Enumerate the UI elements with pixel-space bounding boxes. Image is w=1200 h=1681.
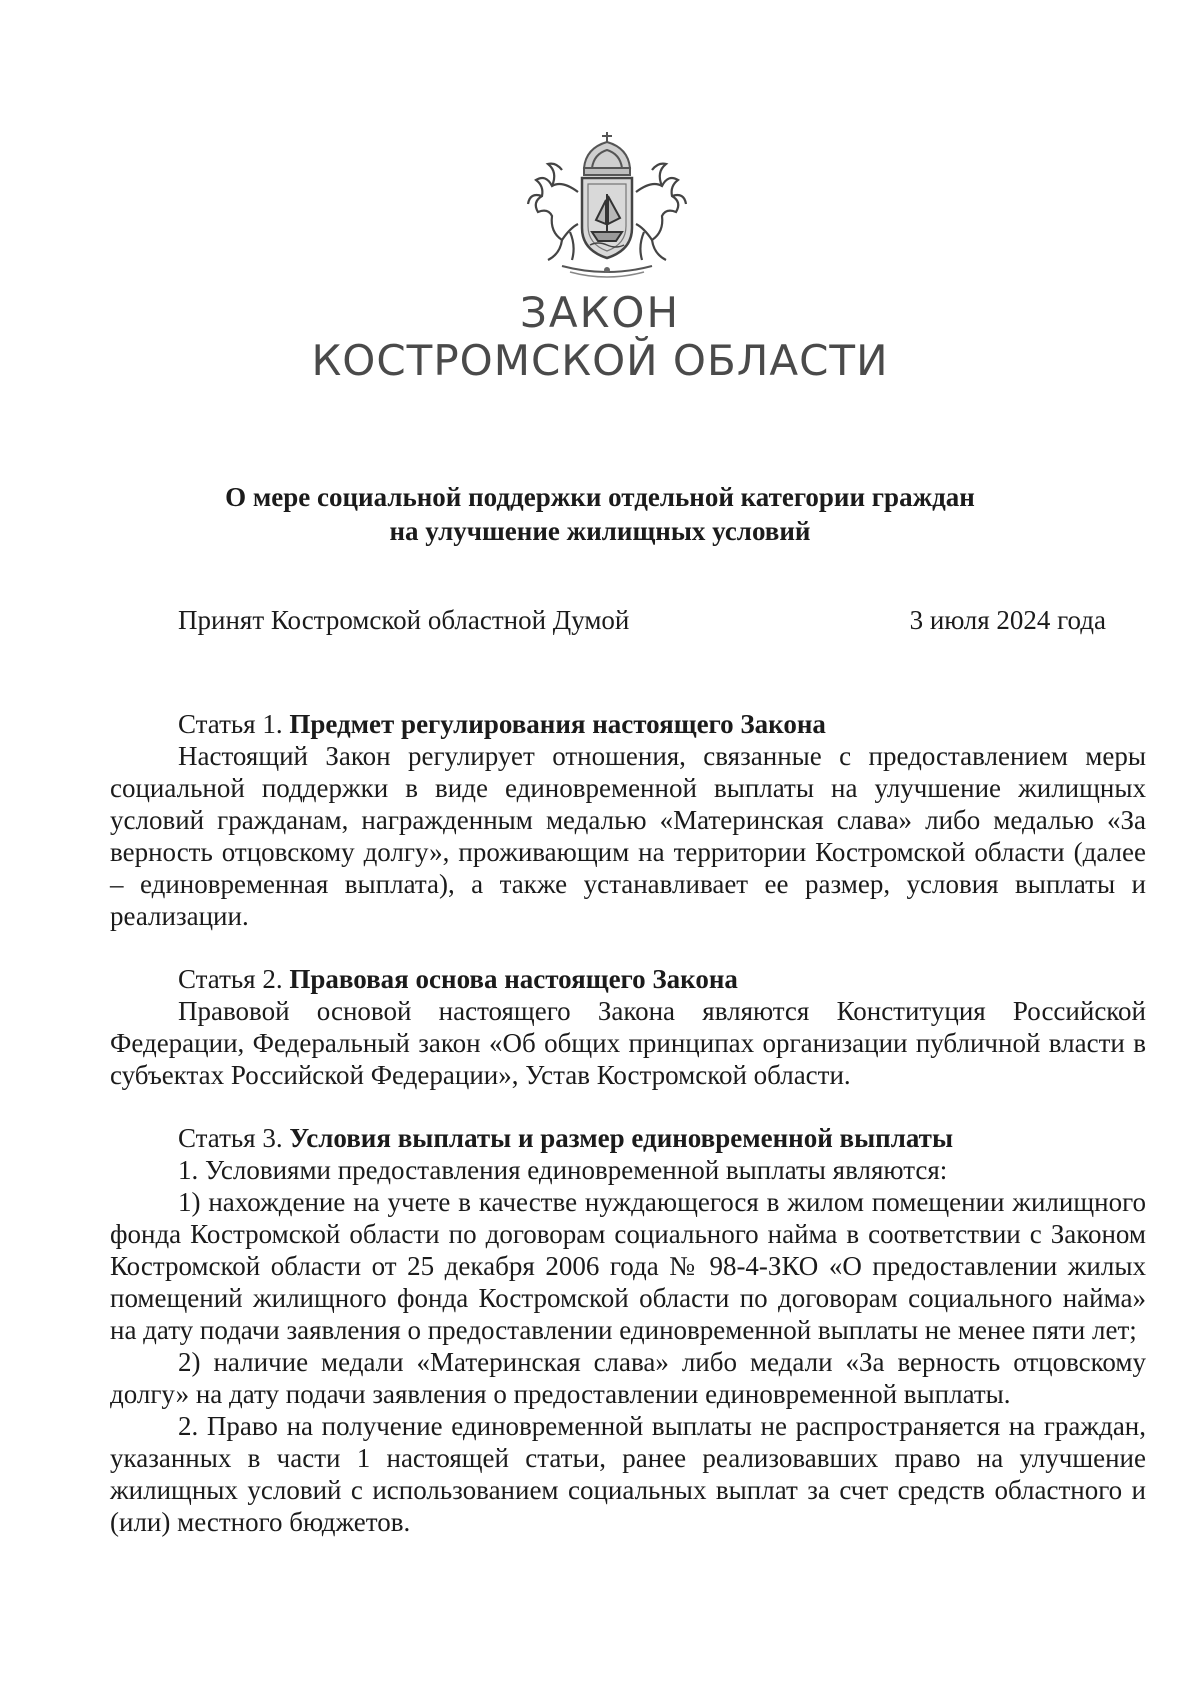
article-paragraph: Правовой основой настоящего Закона являются Конституция Российской Федерации, Федеральный закон «Об общих принципах организации публичной власти в субъектах Российской Федерации», Устав Костромской области.: [110, 996, 1146, 1090]
article-paragraph: Настоящий Закон регулирует отношения, связанные с предоставлением меры социальной поддержки в виде единовременной выплаты на улучшение жилищных условий гражданам, награжденным медалью «Материнская слава» либо медалью «За верность отцовскому долгу», проживающим на территории Костромской области (далее – единовременная выплата), а также устанавливает ее размер, условия выплаты и реализации.: [110, 741, 1146, 931]
article-paragraph: 1. Условиями предоставления единовременной выплаты являются:: [178, 1155, 948, 1185]
article-title: Условия выплаты и размер единовременной выплаты: [289, 1123, 954, 1153]
article-paragraph: 2. Право на получение единовременной выплаты не распространяется на граждан, указанных в части 1 настоящей статьи, ранее реализовавших право на улучшение жилищных условий с использованием социальных выплат за счет средств областного и (или) местного бюджетов.: [110, 1411, 1146, 1537]
document-title-line-1: О мере социальной поддержки отдельной категории граждан: [225, 482, 975, 512]
article-title: Правовая основа настоящего Закона: [289, 964, 738, 994]
adopted-by: Принят Костромской областной Думой: [178, 605, 630, 635]
article-number: Статья 1.: [178, 709, 283, 739]
article-3: [110, 1122, 1146, 1538]
article-number: Статья 2.: [178, 964, 283, 994]
article-title: Предмет регулирования настоящего Закона: [289, 709, 826, 739]
article-heading: [110, 963, 1146, 995]
document-title-line-2: на улучшение жилищных условий: [389, 516, 811, 546]
adoption-date: 3 июля 2024 года: [909, 605, 1106, 635]
coat-of-arms-emblem: [522, 128, 692, 282]
law-heading: ЗАКОН: [519, 288, 681, 337]
article-paragraph: 1) нахождение на учете в качестве нуждающегося в жилом помещении жилищного фонда Костромской области по договорам социального найма в соответствии с Законом Костромской области от 25 декабря 2006 года № 98-4-ЗКО «О предоставлении жилых помещений жилищного фонда Костромской области по договорам социального найма» на дату подачи заявления о предоставлении единовременной выплаты не менее пяти лет;: [110, 1187, 1146, 1345]
article-2: [110, 963, 1146, 1091]
region-heading: КОСТРОМСКОЙ ОБЛАСТИ: [311, 336, 889, 385]
article-1: [110, 708, 1146, 932]
article-paragraph: 2) наличие медали «Материнская слава» либо медали «За верность отцовскому долгу» на дату подачи заявления о предоставлении единовременной выплаты.: [110, 1347, 1146, 1409]
coat-of-arms-icon: [522, 128, 692, 282]
article-number: Статья 3.: [178, 1123, 283, 1153]
article-heading: [110, 708, 1146, 740]
article-heading: [110, 1122, 1146, 1154]
